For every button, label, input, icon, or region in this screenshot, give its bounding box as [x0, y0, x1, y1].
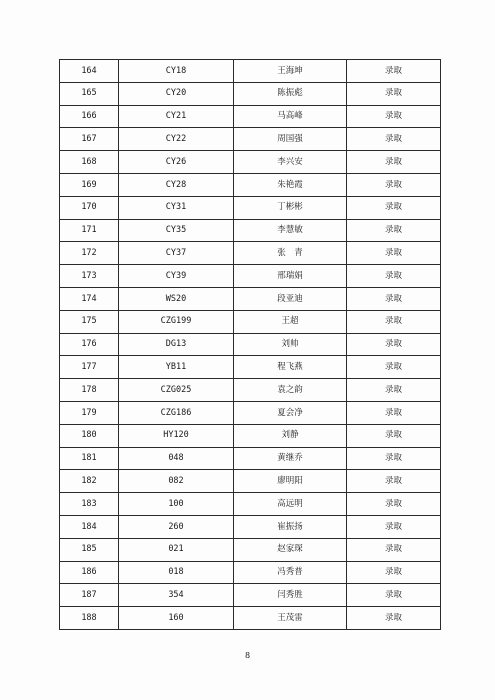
candidate-name-cell: 周国强 [234, 128, 347, 151]
table-row [60, 287, 441, 310]
candidate-code-cell: 021 [119, 538, 234, 561]
candidate-code-cell: 160 [119, 607, 234, 630]
table-row [60, 538, 441, 561]
candidate-name-cell: 丁彬彬 [234, 196, 347, 219]
admission-result-cell: 录取 [347, 584, 441, 607]
candidate-name-cell: 夏会净 [234, 401, 347, 424]
row-number-cell: 185 [60, 538, 119, 561]
admission-result-cell: 录取 [347, 265, 441, 288]
candidate-name-cell: 程飞燕 [234, 356, 347, 379]
candidate-name-cell: 崔振扬 [234, 515, 347, 538]
candidate-code-cell: CY28 [119, 173, 234, 196]
candidate-code-cell: 260 [119, 515, 234, 538]
row-number-cell: 180 [60, 424, 119, 447]
candidate-code-cell: 048 [119, 447, 234, 470]
candidate-code-cell: WS20 [119, 287, 234, 310]
table-row [60, 82, 441, 105]
candidate-code-cell: 100 [119, 493, 234, 516]
row-number-cell: 182 [60, 470, 119, 493]
candidate-name-cell: 黄继乔 [234, 447, 347, 470]
admission-result-cell: 录取 [347, 333, 441, 356]
candidate-name-cell: 高远明 [234, 493, 347, 516]
table-row [60, 379, 441, 402]
admission-result-cell: 录取 [347, 105, 441, 128]
table-row [60, 196, 441, 219]
row-number-cell: 164 [60, 60, 119, 83]
candidate-name-cell: 李兴安 [234, 151, 347, 174]
admission-result-cell: 录取 [347, 515, 441, 538]
admission-result-cell: 录取 [347, 447, 441, 470]
candidate-code-cell: DG13 [119, 333, 234, 356]
row-number-cell: 183 [60, 493, 119, 516]
candidate-code-cell: CZG199 [119, 310, 234, 333]
candidate-code-cell: 018 [119, 561, 234, 584]
table-row [60, 105, 441, 128]
candidate-name-cell: 朱艳霞 [234, 173, 347, 196]
candidate-code-cell: CY20 [119, 82, 234, 105]
table-row [60, 447, 441, 470]
table-row [60, 219, 441, 242]
row-number-cell: 173 [60, 265, 119, 288]
admission-result-cell: 录取 [347, 401, 441, 424]
row-number-cell: 168 [60, 151, 119, 174]
candidate-name-cell: 闫秀胜 [234, 584, 347, 607]
candidate-code-cell: YB11 [119, 356, 234, 379]
candidate-name-cell: 李慧敏 [234, 219, 347, 242]
admission-result-cell: 录取 [347, 379, 441, 402]
candidate-name-cell: 王茂雷 [234, 607, 347, 630]
row-number-cell: 176 [60, 333, 119, 356]
admission-result-cell: 录取 [347, 196, 441, 219]
row-number-cell: 167 [60, 128, 119, 151]
admission-result-cell: 录取 [347, 219, 441, 242]
row-number-cell: 179 [60, 401, 119, 424]
table-row [60, 242, 441, 265]
row-number-cell: 174 [60, 287, 119, 310]
table-row [60, 515, 441, 538]
candidate-code-cell: HY120 [119, 424, 234, 447]
candidate-code-cell: 082 [119, 470, 234, 493]
table-row [60, 356, 441, 379]
candidate-code-cell: CY26 [119, 151, 234, 174]
row-number-cell: 177 [60, 356, 119, 379]
candidate-name-cell: 段亚迪 [234, 287, 347, 310]
admission-result-cell: 录取 [347, 310, 441, 333]
admission-result-cell: 录取 [347, 493, 441, 516]
row-number-cell: 172 [60, 242, 119, 265]
row-number-cell: 187 [60, 584, 119, 607]
table-row [60, 128, 441, 151]
admission-result-cell: 录取 [347, 356, 441, 379]
row-number-cell: 188 [60, 607, 119, 630]
table-row [60, 60, 441, 83]
candidate-name-cell: 王超 [234, 310, 347, 333]
table-row [60, 470, 441, 493]
candidate-name-cell: 赵家琛 [234, 538, 347, 561]
candidate-name-cell: 王海坤 [234, 60, 347, 83]
row-number-cell: 184 [60, 515, 119, 538]
admission-result-cell: 录取 [347, 287, 441, 310]
admission-result-cell: 录取 [347, 60, 441, 83]
candidate-name-cell: 廖明阳 [234, 470, 347, 493]
row-number-cell: 169 [60, 173, 119, 196]
candidate-code-cell: CY31 [119, 196, 234, 219]
row-number-cell: 175 [60, 310, 119, 333]
row-number-cell: 165 [60, 82, 119, 105]
table-row [60, 424, 441, 447]
admission-result-cell: 录取 [347, 424, 441, 447]
page-number: 8 [244, 651, 251, 660]
row-number-cell: 181 [60, 447, 119, 470]
candidate-name-cell: 马高峰 [234, 105, 347, 128]
admission-result-cell: 录取 [347, 128, 441, 151]
candidate-name-cell: 袁之韵 [234, 379, 347, 402]
table-row [60, 493, 441, 516]
candidate-code-cell: CY18 [119, 60, 234, 83]
candidate-name-cell: 刘静 [234, 424, 347, 447]
admission-table-body [60, 60, 441, 630]
table-row [60, 151, 441, 174]
admission-result-cell: 录取 [347, 470, 441, 493]
row-number-cell: 186 [60, 561, 119, 584]
admission-result-cell: 录取 [347, 151, 441, 174]
candidate-code-cell: CY37 [119, 242, 234, 265]
candidate-code-cell: CY39 [119, 265, 234, 288]
candidate-name-cell: 邢瑞娟 [234, 265, 347, 288]
admission-table [59, 59, 441, 630]
table-row [60, 607, 441, 630]
row-number-cell: 171 [60, 219, 119, 242]
table-row [60, 333, 441, 356]
candidate-code-cell: CZG025 [119, 379, 234, 402]
table-row [60, 310, 441, 333]
table-row [60, 265, 441, 288]
candidate-name-cell: 冯秀普 [234, 561, 347, 584]
table-row [60, 584, 441, 607]
candidate-name-cell: 刘帅 [234, 333, 347, 356]
admission-result-cell: 录取 [347, 561, 441, 584]
table-row [60, 173, 441, 196]
admission-result-cell: 录取 [347, 82, 441, 105]
candidate-code-cell: CY35 [119, 219, 234, 242]
admission-result-cell: 录取 [347, 242, 441, 265]
table-row [60, 401, 441, 424]
row-number-cell: 178 [60, 379, 119, 402]
candidate-code-cell: CY22 [119, 128, 234, 151]
row-number-cell: 170 [60, 196, 119, 219]
admission-result-cell: 录取 [347, 607, 441, 630]
table-row [60, 561, 441, 584]
admission-result-cell: 录取 [347, 538, 441, 561]
candidate-name-cell: 张 青 [234, 242, 347, 265]
candidate-name-cell: 陈振彪 [234, 82, 347, 105]
candidate-code-cell: CZG186 [119, 401, 234, 424]
candidate-code-cell: 354 [119, 584, 234, 607]
row-number-cell: 166 [60, 105, 119, 128]
candidate-code-cell: CY21 [119, 105, 234, 128]
admission-result-cell: 录取 [347, 173, 441, 196]
